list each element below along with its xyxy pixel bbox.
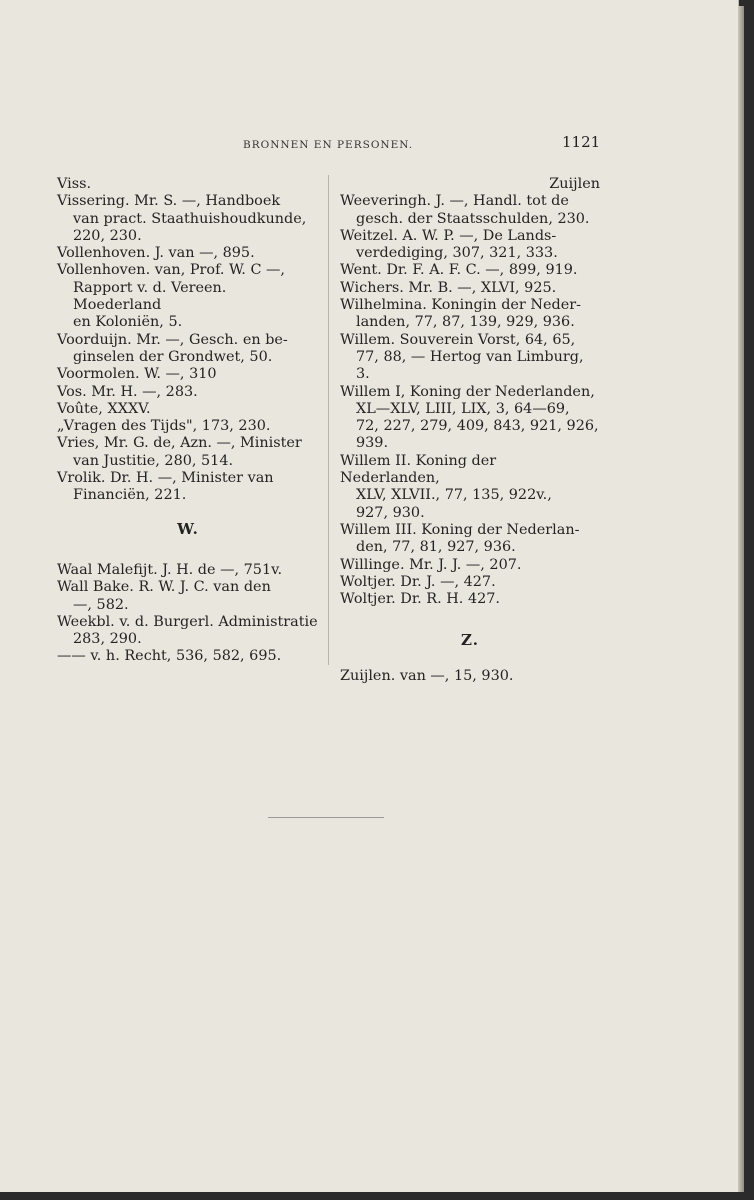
index-entry: [57, 418, 319, 435]
index-entry: [340, 668, 600, 685]
index-entry-line: Vrolik. Dr. H. —, Minister van: [57, 470, 274, 487]
index-entry-continuation: Financiën, 221.: [73, 487, 187, 504]
index-entry-continuation: 220, 230.: [73, 227, 142, 244]
index-entry-line: Went. Dr. F. A. F. C. —, 899, 919.: [340, 262, 578, 279]
page-number: 1121: [562, 133, 601, 151]
column-catchword: Zuijlen: [549, 176, 600, 192]
index-entry: [57, 193, 319, 245]
index-entry-line: Weeveringh. J. —, Handl. tot de: [340, 193, 569, 210]
index-entry: [57, 470, 319, 505]
index-entry-line: Willem II. Koning der Nederlanden,: [340, 452, 497, 487]
index-entry-line: Wilhelmina. Koningin der Neder-: [340, 297, 581, 314]
index-entry-line: Willem III. Koning der Nederlan-: [340, 521, 580, 538]
index-entry-continuation: 72, 227, 279, 409, 843, 921, 926,: [356, 418, 599, 435]
index-entry: [57, 648, 319, 665]
index-entry: [340, 280, 600, 297]
index-entry-line: —— v. h. Recht, 536, 582, 695.: [57, 648, 282, 665]
index-entry-line: Weitzel. A. W. P. —, De Lands-: [340, 227, 557, 244]
index-list-w-continued: [340, 193, 600, 608]
index-entry-continuation: 939.: [356, 435, 389, 452]
index-entry: [57, 579, 319, 614]
index-list-w: [57, 562, 319, 666]
index-entry: [57, 176, 319, 193]
end-rule: [268, 817, 384, 818]
section-letter-z: Z.: [461, 631, 479, 650]
index-entry-line: Waal Malefijt. J. H. de —, 751v.: [57, 561, 283, 578]
index-entry: [57, 614, 319, 649]
index-entry: [57, 435, 319, 470]
page-edge: [738, 6, 744, 1192]
index-entry: [57, 262, 319, 331]
index-entry-continuation: Rapport v. d. Vereen. Moederland: [73, 279, 227, 314]
index-entry: [340, 297, 600, 332]
index-entry-line: Woltjer. Dr. R. H. 427.: [340, 591, 500, 608]
index-entry: [340, 193, 600, 228]
index-entry-continuation: landen, 77, 87, 139, 929, 936.: [356, 314, 575, 331]
index-list-z: [340, 668, 600, 685]
column-divider: [328, 175, 329, 665]
index-entry-line: Vries, Mr. G. de, Azn. —, Minister: [57, 435, 302, 452]
index-entry-line: Viss.: [57, 176, 92, 192]
index-entry-continuation: ginselen der Grondwet, 50.: [73, 348, 273, 365]
index-entry-line: Wichers. Mr. B. —, XLVI, 925.: [340, 279, 557, 296]
index-entry-line: Willem I, Koning der Nederlanden,: [340, 383, 595, 400]
index-entry-line: Voûte, XXXV.: [57, 400, 151, 417]
index-entry-continuation: 77, 88, — Hertog van Limburg, 3.: [356, 348, 584, 383]
index-entry: [340, 384, 600, 453]
index-entry-line: Vissering. Mr. S. —, Handboek: [57, 193, 281, 210]
index-entry-line: Voormolen. W. —, 310: [57, 366, 217, 383]
index-entry: [57, 245, 319, 262]
index-entry: [340, 262, 600, 279]
index-entry: [57, 332, 319, 367]
index-entry: [340, 591, 600, 608]
index-entry-line: Willem. Souverein Vorst, 64, 65,: [340, 331, 576, 348]
index-entry: [340, 228, 600, 263]
index-entry-line: „Vragen des Tijds", 173, 230.: [57, 418, 271, 435]
index-entry-continuation: van pract. Staathuishoudkunde,: [73, 210, 307, 227]
index-entry-line: Weekbl. v. d. Burgerl. Administratie: [57, 613, 318, 630]
index-entry-continuation: 283, 290.: [73, 631, 142, 648]
index-entry-continuation: 927, 930.: [356, 504, 425, 521]
right-column: [340, 176, 600, 685]
index-entry-continuation: den, 77, 81, 927, 936.: [356, 539, 516, 556]
section-letter-w: W.: [177, 519, 199, 538]
index-entry-line: Vos. Mr. H. —, 283.: [57, 383, 198, 400]
index-entry-line: Vollenhoven. van, Prof. W. C —,: [57, 262, 286, 279]
index-entry-line: Vollenhoven. J. van —, 895.: [57, 245, 255, 262]
index-entry: [57, 366, 319, 383]
left-column: [57, 176, 319, 666]
index-list-v: [57, 176, 319, 505]
index-entry: [57, 562, 319, 579]
index-entry-continuation: —, 582.: [73, 596, 129, 613]
index-entry-line: Voorduijn. Mr. —, Gesch. en be-: [57, 331, 288, 348]
index-entry-line: Willinge. Mr. J. J. —, 207.: [340, 556, 522, 573]
index-entry: [340, 453, 600, 522]
index-entry: [340, 332, 600, 384]
index-entry-line: Wall Bake. R. W. J. C. van den: [57, 579, 271, 596]
index-entry-continuation: en Koloniën, 5.: [73, 314, 183, 331]
index-entry-continuation: XLV, XLVII., 77, 135, 922v.,: [356, 487, 552, 504]
index-entry-line: Zuijlen. van —, 15, 930.: [340, 667, 514, 684]
index-entry-continuation: gesch. der Staatsschulden, 230.: [356, 210, 590, 227]
index-entry: [57, 401, 319, 418]
index-entry-continuation: verdediging, 307, 321, 333.: [356, 245, 558, 262]
index-entry: [340, 522, 600, 557]
index-entry: [57, 384, 319, 401]
index-entry-line: Woltjer. Dr. J. —, 427.: [340, 573, 496, 590]
index-entry: [340, 574, 600, 591]
index-entry-continuation: XL—XLV, LIII, LIX, 3, 64—69,: [356, 400, 570, 417]
index-entry-continuation: van Justitie, 280, 514.: [73, 452, 234, 469]
running-head: BRONNEN EN PERSONEN.: [243, 139, 414, 151]
index-entry: [340, 557, 600, 574]
